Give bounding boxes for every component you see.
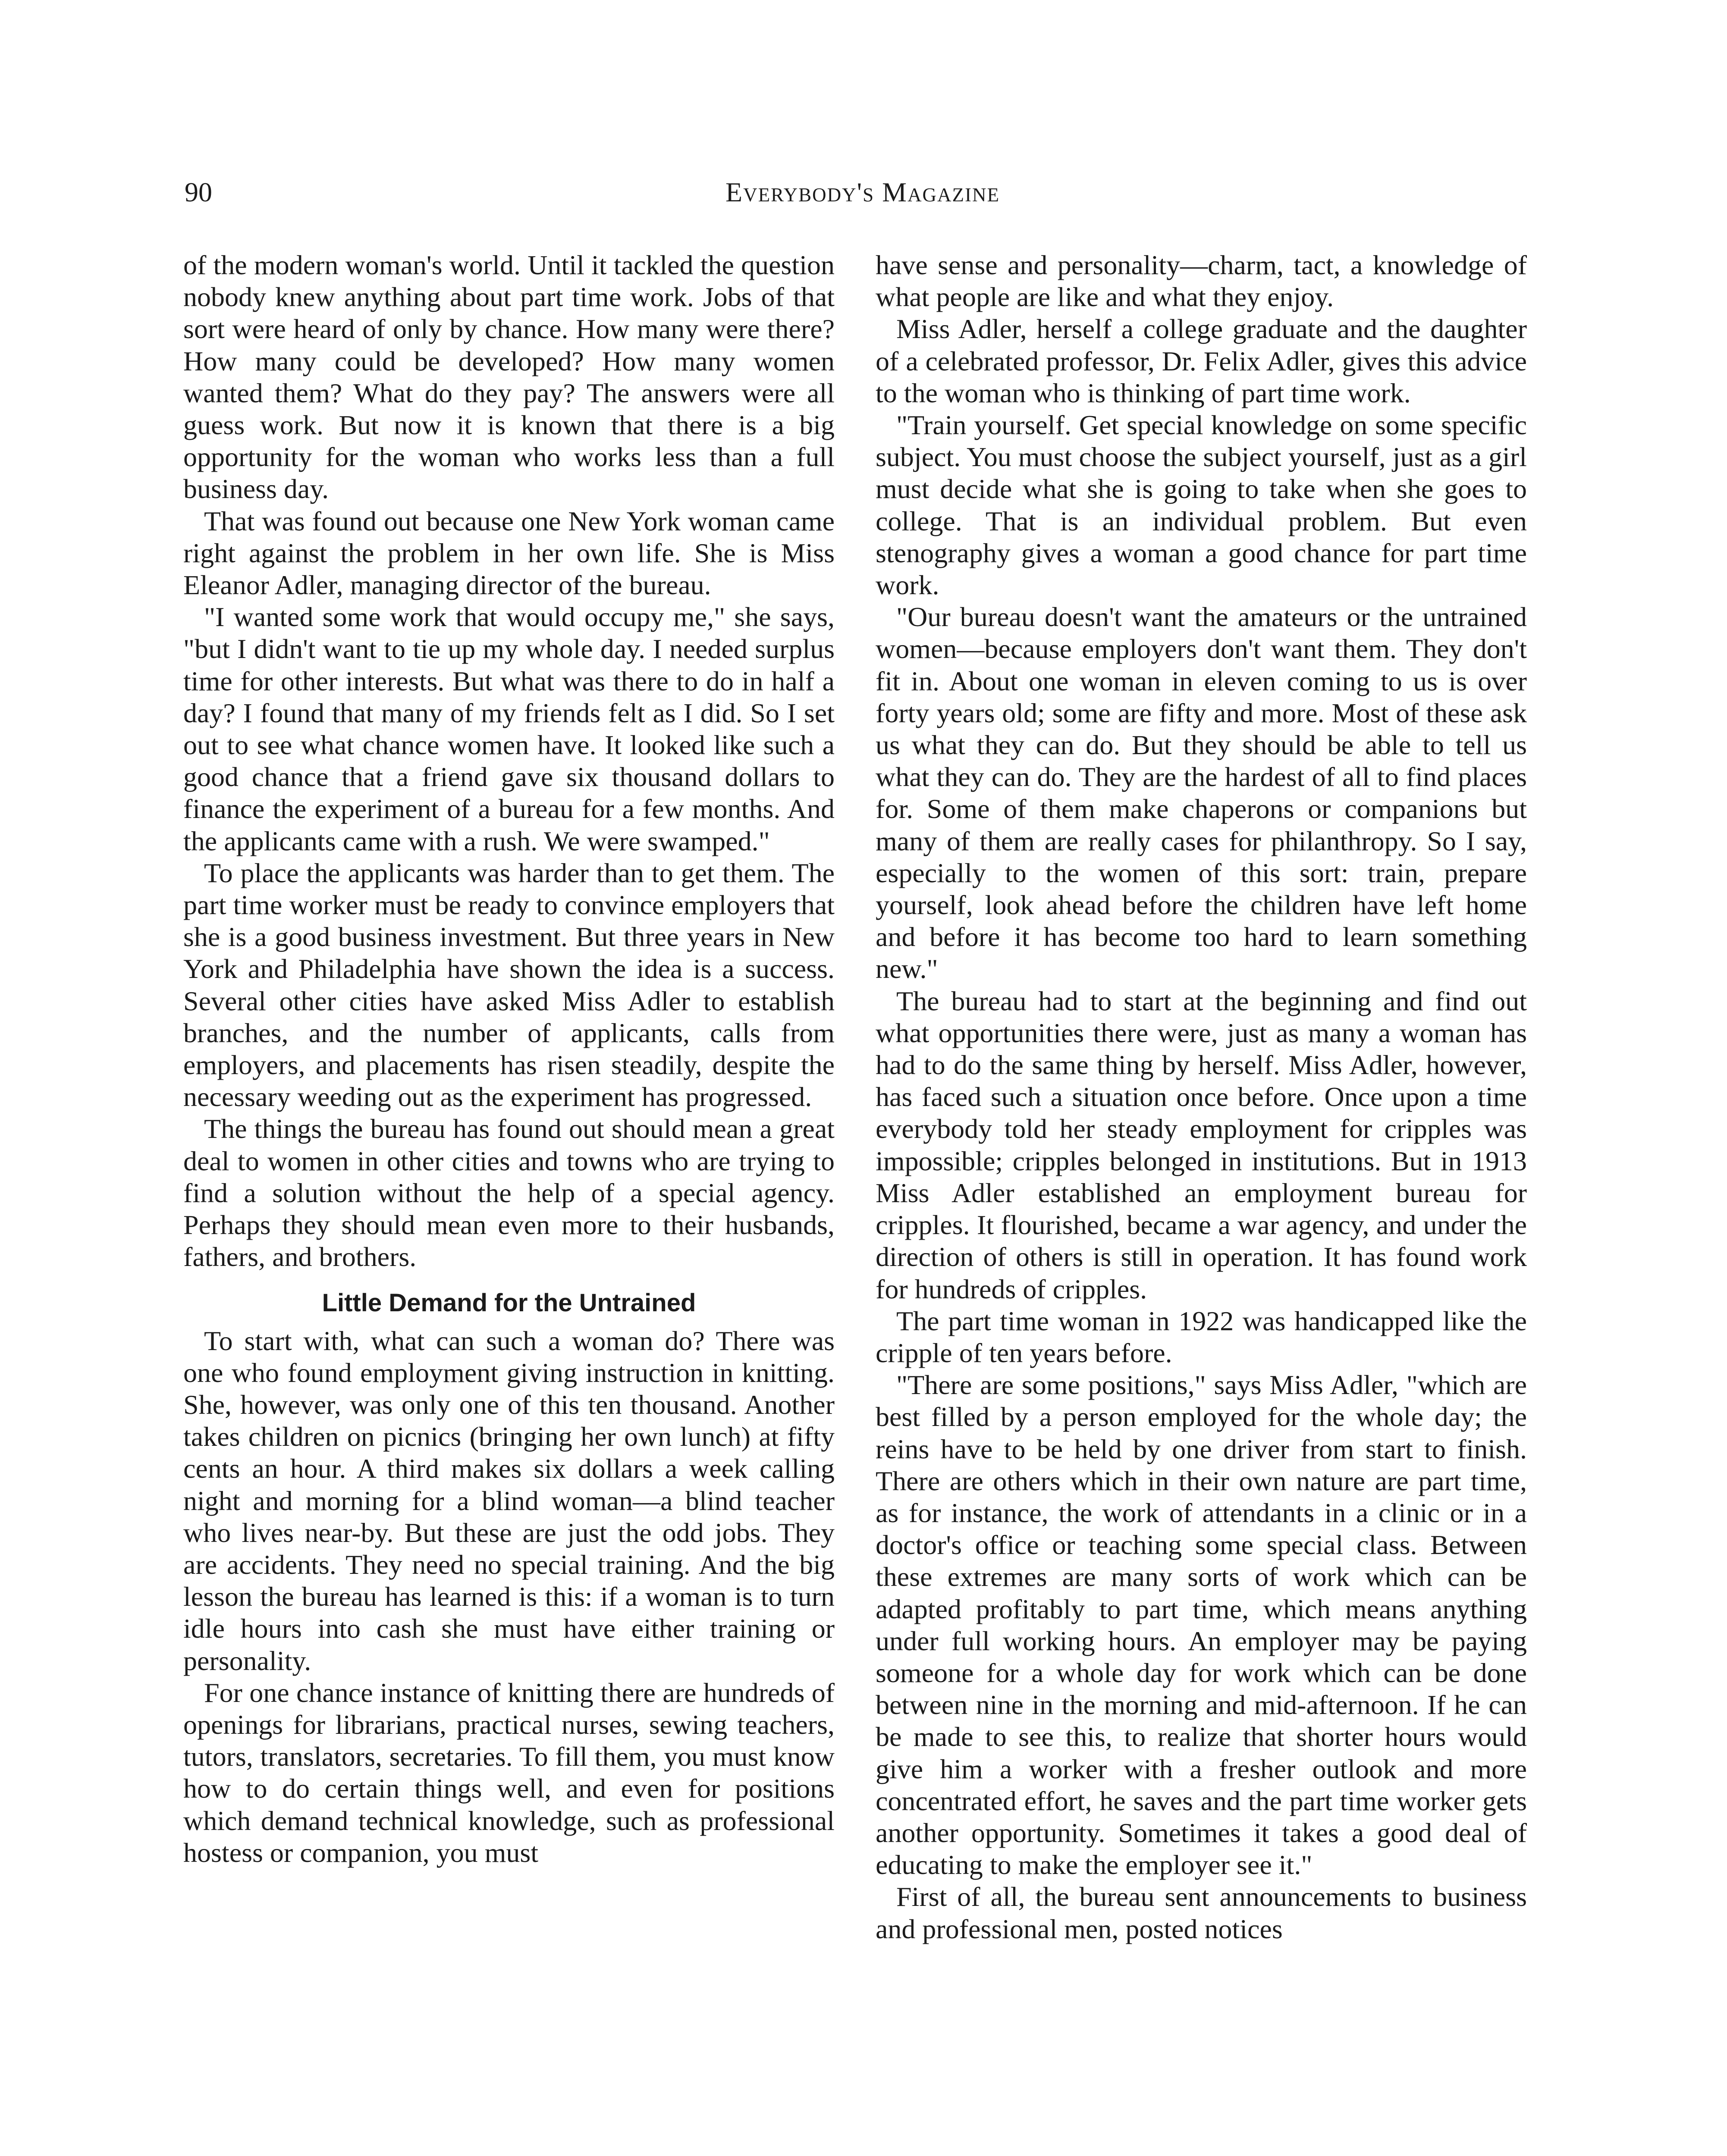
paragraph: "I wanted some work that would occupy me," she says, "but I didn't want to tie up my whole day. I needed surplus time for other interests. But what was there to do in half a day? I found that many of my friends felt as I did. So I set out to see what chance women have. It looked like such a good chance that a friend gave six thousand dollars to finance the experiment of a bureau for a few months. And the applicants came with a rush. We were swamped." <box>183 602 835 856</box>
paragraph: That was found out because one New York woman came right against the problem in her own life. She is Miss Eleanor Adler, managing director of the bureau. <box>183 505 835 601</box>
paragraph: The bureau had to start at the beginning and find out what opportunities there were, just as many a woman has had to do the same thing by herself. Miss Adler, however, has faced such a situation once before. Once upon a time everybody told her steady employment for cripples was impossible; cripples belonged in institutions. But in 1913 Miss Adler established an employment bureau for cripples. It flourished, became a war agency, and under the direction of others is still in operation. It has found work for hundreds of cripples. <box>876 985 1527 1304</box>
paragraph: of the modern woman's world. Until it tackled the question nobody knew anything about part time work. Jobs of that sort were heard of only by chance. How many were there? How many could be developed? How many women wanted them? What do they pay? The answers were all guess work. But now it is known that there is a big opportunity for the woman who works less than a full business day. <box>183 250 835 505</box>
paragraph: "Our bureau doesn't want the amateurs or the untrained women—because employers don't want them. They don't fit in. About one woman in eleven coming to us is over forty years old; some are fifty and more. Most of these ask us what they can do. But they should be able to tell us what they can do. They are the hardest of all to find places for. Some of them make chaperons or companions but many of them are really cases for philanthropy. So I say, especially to the women of this sort: train, prepare yourself, look ahead before the children have left home and before it has become too hard to learn something new." <box>876 602 1527 984</box>
section-subhead: Little Demand for the Untrained <box>322 1288 696 1317</box>
paragraph: The part time woman in 1922 was handicapped like the cripple of ten years before. <box>876 1305 1527 1368</box>
running-head: Everybody's Magazine <box>725 177 1000 207</box>
paragraph: have sense and personality—charm, tact, a knowledge of what people are like and what they enjoy. <box>876 250 1527 313</box>
left-column <box>183 249 835 2156</box>
paragraph: Miss Adler, herself a college graduate and the daughter of a celebrated professor, Dr. Felix Adler, gives this advice to the woman who is thinking of part time work. <box>876 313 1527 408</box>
paragraph: First of all, the bureau sent announcements to business and professional men, posted notices <box>876 1881 1527 1944</box>
page-number: 90 <box>185 177 212 207</box>
paragraph: To start with, what can such a woman do? There was one who found employment giving instruction in knitting. She, however, was only one of this ten thousand. Another takes children on picnics (bringing her own lunch) at fifty cents an hour. A third makes six dollars a week calling night and morning for a blind woman—a blind teacher who lives near-by. But these are just the odd jobs. They are accidents. They need no special training. And the big lesson the bureau has learned is this: if a woman is to turn idle hours into cash she must have either training or personality. <box>183 1325 835 1676</box>
paragraph: "There are some positions," says Miss Adler, "which are best filled by a person employed for the whole day; the reins have to be held by one driver from start to finish. There are others which in their own nature are part time, as for instance, the work of attendants in a clinic or in a doctor's office or teaching some special class. Between these extremes are many sorts of work which can be adapted profitably to part time, which means anything under full working hours. An employer may be paying someone for a whole day for work which can be done between nine in the morning and mid-afternoon. If he can be made to see this, to realize that shorter hours would give him a worker with a fresher outlook and more concentrated effort, he saves and the part time worker gets another opportunity. Sometimes it takes a good deal of educating to make the employer see it." <box>876 1369 1527 1880</box>
paragraph: "Train yourself. Get special knowledge on some specific subject. You must choose the subject yourself, just as a girl must decide what she is going to take when she goes to college. That is an individual problem. But even stenography gives a woman a good chance for part time work. <box>876 410 1527 601</box>
paragraph: The things the bureau has found out should mean a great deal to women in other cities and towns who are trying to find a solution without the help of a special agency. Perhaps they should mean even more to their husbands, fathers, and brothers. <box>183 1113 835 1272</box>
paragraph: To place the applicants was harder than to get them. The part time worker must be ready to convince employers that she is a good business investment. But three years in New York and Philadelphia have shown the idea is a success. Several other cities have asked Miss Adler to establish branches, and the number of applicants, calls from employers, and placements has risen steadily, despite the necessary weeding out as the experiment has progressed. <box>183 857 835 1112</box>
paragraph: For one chance instance of knitting there are hundreds of openings for librarians, practical nurses, sewing teachers, tutors, translators, secretaries. To fill them, you must know how to do certain things well, and even for positions which demand technical knowledge, such as professional hostess or companion, you must <box>183 1677 835 1868</box>
right-column <box>876 249 1527 2156</box>
